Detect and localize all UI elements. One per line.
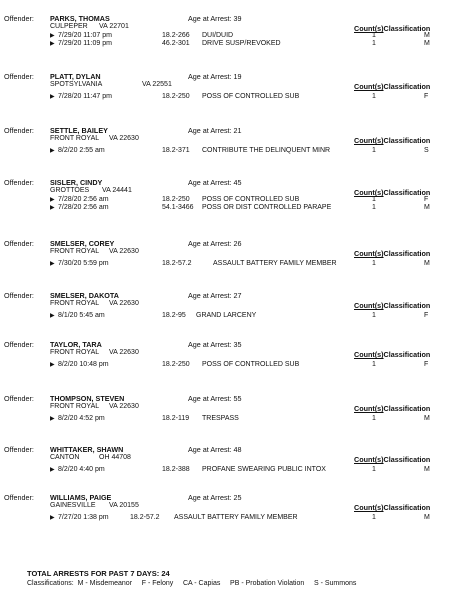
city: CANTON [50,454,80,461]
offender-name: TAYLOR, TARA [50,340,102,349]
charge-classification: F [424,361,429,368]
charge-classification: M [424,40,430,47]
state-zip: VA 22630 [109,349,139,356]
charge-description: PROFANE SWEARING PUBLIC INTOX [202,466,326,473]
charge-description: DRIVE SUSP/REVOKED [202,40,281,47]
offender-name: WHITTAKER, SHAWN [50,445,124,454]
total-value: 24 [161,569,170,578]
offender-name: THOMPSON, STEVEN [50,394,125,403]
offender-name: PLATT, DYLAN [50,72,101,81]
arrow-icon: ▶ [50,197,55,203]
offender-address [50,349,139,356]
charge-classification: M [424,514,430,521]
arrow-icon: ▶ [50,416,55,422]
charge-code: 18.2-57.2 [130,514,160,521]
offender-block [0,340,464,394]
age-value: 45 [233,178,242,187]
charge-count: 1 [372,361,376,368]
column-headers [354,455,430,464]
charge-count: 1 [372,204,376,211]
city: CULPEPER [50,23,88,30]
city: GROTTOES [50,187,90,194]
total-arrests [27,569,170,578]
offender-block [0,394,464,448]
charge-row [50,514,450,522]
charge-count: 1 [372,514,376,521]
offender-name: SISLER, CINDY [50,178,103,187]
city: FRONT ROYAL [50,300,100,307]
charge-datetime: 7/28/20 2:56 am [58,204,109,211]
offender-name: SMELSER, DAKOTA [50,291,119,300]
total-label: TOTAL ARRESTS FOR PAST 7 DAYS: [27,569,160,578]
offender-block [0,239,464,293]
charge-count: 1 [372,415,376,422]
classification-header: Classification [383,188,431,197]
arrow-icon: ▶ [50,94,55,100]
age-label: Age at Arrest: [188,394,232,403]
age-label: Age at Arrest: [188,340,232,349]
age-value: 39 [233,14,242,23]
city: GAINESVILLE [50,502,96,509]
age-at-arrest [188,126,242,135]
column-headers [354,82,430,91]
charge-datetime: 8/2/20 4:40 pm [58,466,105,473]
charge-datetime: 7/27/20 1:38 pm [58,514,109,521]
state-zip: VA 20155 [109,502,139,509]
charge-row [50,260,450,268]
column-headers [354,301,430,310]
classification-header: Classification [383,455,431,464]
charge-row [50,466,450,474]
charge-description: DUI/DUID [202,32,234,39]
offender-label: Offender: [4,72,34,81]
age-value: 26 [233,239,242,248]
offender-label: Offender: [4,291,34,300]
arrow-icon: ▶ [50,313,55,319]
offender-block [0,178,464,232]
charge-row [50,196,450,204]
city: FRONT ROYAL [50,248,100,255]
charge-row [50,204,450,212]
charge-datetime: 8/2/20 4:52 pm [58,415,105,422]
charge-classification: M [424,260,430,267]
offender-name: SMELSER, COREY [50,239,115,248]
offender-label: Offender: [4,178,34,187]
arrow-icon: ▶ [50,205,55,211]
offender-address [50,403,139,410]
arrow-icon: ▶ [50,33,55,39]
offender-block [0,291,464,345]
charge-row [50,361,450,369]
count-header: Count(s) [354,82,384,91]
offender-address [50,135,139,142]
arrow-icon: ▶ [50,362,55,368]
state-zip: VA 22630 [109,403,139,410]
offender-address [50,187,132,194]
charge-datetime: 7/29/20 11:09 pm [58,40,112,47]
offender-address [50,502,139,509]
offender-label: Offender: [4,445,34,454]
city: FRONT ROYAL [50,135,100,142]
age-at-arrest [188,239,242,248]
charge-datetime: 7/30/20 5:59 pm [58,260,109,267]
state-zip: OH 44708 [99,454,131,461]
column-headers [354,249,430,258]
charge-row [50,147,450,155]
age-at-arrest [188,445,242,454]
classification-header: Classification [383,249,431,258]
state-zip: VA 22630 [109,135,139,142]
charge-datetime: 7/28/20 2:56 am [58,196,109,203]
charge-classification: S [424,147,429,154]
count-header: Count(s) [354,404,384,413]
city: FRONT ROYAL [50,349,100,356]
charge-classification: M [424,466,430,473]
charge-count: 1 [372,260,376,267]
charge-classification: M [424,415,430,422]
charge-classification: M [424,32,430,39]
charge-classification: M [424,204,430,211]
arrow-icon: ▶ [50,148,55,154]
age-at-arrest [188,14,242,23]
classification-header: Classification [383,82,431,91]
count-header: Count(s) [354,455,384,464]
age-at-arrest [188,493,242,502]
charge-code: 54.1-3466 [162,204,194,211]
charge-count: 1 [372,93,376,100]
state-zip: VA 22701 [99,23,129,30]
charge-code: 18.2-119 [162,415,190,422]
classification-header: Classification [383,301,431,310]
column-headers [354,136,430,145]
charge-description: POSS OR DIST CONTROLLED PARAPE [202,204,332,211]
classification-header: Classification [383,503,431,512]
age-label: Age at Arrest: [188,72,232,81]
offender-label: Offender: [4,340,34,349]
count-header: Count(s) [354,249,384,258]
charge-description: GRAND LARCENY [196,312,257,319]
arrow-icon: ▶ [50,467,55,473]
offender-label: Offender: [4,394,34,403]
classification-header: Classification [383,24,431,33]
age-label: Age at Arrest: [188,14,232,23]
state-zip: VA 22630 [109,248,139,255]
charge-description: TRESPASS [202,415,239,422]
age-at-arrest [188,291,242,300]
offender-block [0,72,464,126]
age-label: Age at Arrest: [188,445,232,454]
age-at-arrest [188,340,242,349]
charge-row [50,312,450,320]
charge-datetime: 8/1/20 5:45 am [58,312,105,319]
charge-description: ASSAULT BATTERY FAMILY MEMBER [213,260,337,267]
charge-datetime: 7/28/20 11:47 pm [58,93,112,100]
charge-code: 18.2-250 [162,361,190,368]
count-header: Count(s) [354,350,384,359]
classification-header: Classification [383,136,431,145]
charge-count: 1 [372,40,376,47]
column-headers [354,404,430,413]
offender-name: PARKS, THOMAS [50,14,110,23]
charge-row [50,32,450,40]
arrow-icon: ▶ [50,515,55,521]
charge-code: 18.2-250 [162,196,190,203]
offender-label: Offender: [4,493,34,502]
charge-code: 18.2-388 [162,466,190,473]
charge-code: 18.2-266 [162,32,190,39]
charge-count: 1 [372,312,376,319]
state-zip: VA 24441 [102,187,132,194]
age-value: 19 [233,72,242,81]
charge-row [50,415,450,423]
classification-header: Classification [383,350,431,359]
offender-address [50,23,129,30]
offender-address [50,81,172,88]
charge-row [50,93,450,101]
age-at-arrest [188,394,242,403]
age-value: 21 [233,126,242,135]
arrow-icon: ▶ [50,261,55,267]
charge-classification: F [424,93,429,100]
age-label: Age at Arrest: [188,291,232,300]
charge-code: 18.2-250 [162,93,190,100]
count-header: Count(s) [354,301,384,310]
charge-datetime: 7/29/20 11:07 pm [58,32,112,39]
age-label: Age at Arrest: [188,493,232,502]
column-headers [354,503,430,512]
city: SPOTSYLVANIA [50,81,103,88]
charge-code: 18.2-95 [162,312,186,319]
charge-description: POSS OF CONTROLLED SUB [202,361,300,368]
charge-description: POSS OF CONTROLLED SUB [202,93,300,100]
classification-header: Classification [383,404,431,413]
age-value: 55 [233,394,242,403]
charge-description: POSS OF CONTROLLED SUB [202,196,300,203]
age-label: Age at Arrest: [188,178,232,187]
age-at-arrest [188,72,242,81]
offender-address [50,248,139,255]
charge-count: 1 [372,196,376,203]
charge-code: 18.2-371 [162,147,190,154]
offender-address [50,454,131,461]
age-label: Age at Arrest: [188,239,232,248]
offender-block [0,493,464,547]
charge-row [50,40,450,48]
charge-code: 46.2-301 [162,40,190,47]
charge-datetime: 8/2/20 2:55 am [58,147,105,154]
offender-label: Offender: [4,126,34,135]
count-header: Count(s) [354,503,384,512]
age-value: 35 [233,340,242,349]
offender-block [0,14,464,68]
charge-classification: F [424,196,429,203]
count-header: Count(s) [354,136,384,145]
age-at-arrest [188,178,242,187]
arrow-icon: ▶ [50,41,55,47]
charge-description: CONTRIBUTE THE DELINQUENT MINR [202,147,331,154]
charge-code: 18.2-57.2 [162,260,192,267]
charge-count: 1 [372,147,376,154]
offender-label: Offender: [4,14,34,23]
charge-count: 1 [372,466,376,473]
charge-count: 1 [372,32,376,39]
offender-block [0,126,464,180]
offender-block [0,445,464,499]
classification-legend: Classifications: M - Misdemeanor F - Felony CA - Capias PB - Probation Violation S - Summons [27,580,357,587]
state-zip: VA 22630 [109,300,139,307]
charge-datetime: 8/2/20 10:48 pm [58,361,109,368]
age-label: Age at Arrest: [188,126,232,135]
column-headers [354,350,430,359]
charge-classification: F [424,312,429,319]
count-header: Count(s) [354,24,384,33]
age-value: 48 [233,445,242,454]
age-value: 27 [233,291,242,300]
charge-description: ASSAULT BATTERY FAMILY MEMBER [174,514,298,521]
state-zip: VA 22551 [142,81,172,88]
count-header: Count(s) [354,188,384,197]
offender-label: Offender: [4,239,34,248]
city: FRONT ROYAL [50,403,100,410]
offender-name: SETTLE, BAILEY [50,126,108,135]
age-value: 25 [233,493,242,502]
offender-name: WILLIAMS, PAIGE [50,493,112,502]
offender-address [50,300,139,307]
